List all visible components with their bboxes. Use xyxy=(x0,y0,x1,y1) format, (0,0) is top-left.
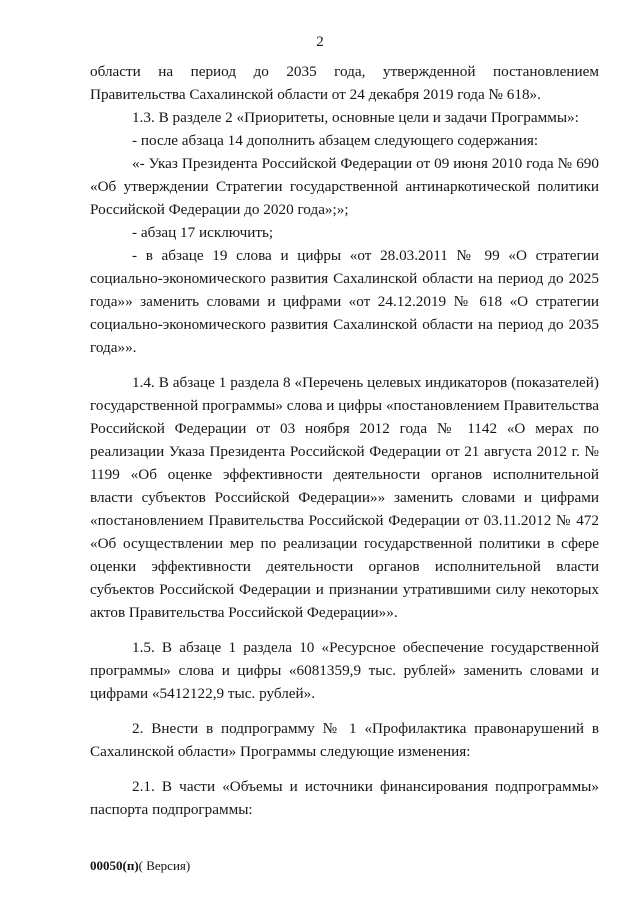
paragraph-2-1: 2.1. В части «Объемы и источники финансирования подпрограммы» паспорта подпрограммы: xyxy=(90,778,599,818)
paragraph-after-abzac-14: - после абзаца 14 дополнить абзацем следующего содержания: xyxy=(132,132,539,149)
paragraph-1-4: 1.4. В абзаце 1 раздела 8 «Перечень целевых индикаторов (показателей) государственной программы» слова и цифры «постановлением Правительства Российской Федерации от 03 ноября 2012 года № 1142 «О мерах по реализации Указа Президента Российской Федерации от 21 августа 2012 г. № 1199 «Об оценке эффективности деятельности органов исполнительной власти субъектов Российской Федерации»» заменить словами и цифрами «постановлением Правительства Российской Федерации от 03.11.2012 № 472 «Об осуществлении мер по реализации государственной политики в сфере оценки эффективности деятельности органов исполнительной власти субъектов Российской Федерации и признании утратившими силу некоторых актов Правительства Российской Федерации»». xyxy=(90,374,599,621)
page-number: 2 xyxy=(316,34,324,50)
paragraph-1-5: 1.5. В абзаце 1 раздела 10 «Ресурсное обеспечение государственной программы» слова и цифры «6081359,9 тыс. рублей» заменить словами и цифрами «5412122,9 тыс. рублей». xyxy=(90,639,599,702)
paragraph-abzac-17: - абзац 17 исключить; xyxy=(132,224,274,241)
paragraph-1-3: 1.3. В разделе 2 «Приоритеты, основные цели и задачи Программы»: xyxy=(132,109,579,126)
paragraph-ukaz-quote: «- Указ Президента Российской Федерации от 09 июня 2010 года № 690 «Об утверждении Стратегии государственной антинаркотической политики Российской Федерации до 2020 года»;»; xyxy=(90,155,599,218)
footer-version: ( Версия) xyxy=(138,858,191,873)
document-footer xyxy=(90,858,190,874)
footer-code: 00050(п) xyxy=(90,858,139,873)
paragraph-abzac-19: - в абзаце 19 слова и цифры «от 28.03.2011 № 99 «О стратегии социально-экономического развития Сахалинской области на период до 2025 года»» заменить словами и цифрами «от 24.12.2019 № 618 «О стратегии социально-экономического развития Сахалинской области на период до 2035 года»». xyxy=(90,247,599,356)
paragraph-continuation: области на период до 2035 года, утвержденной постановлением Правительства Сахалинской области от 24 декабря 2019 года № 618». xyxy=(90,63,599,103)
paragraph-2: 2. Внести в подпрограмму № 1 «Профилактика правонарушений в Сахалинской области» Программы следующие изменения: xyxy=(90,720,599,760)
document-body xyxy=(90,60,599,821)
